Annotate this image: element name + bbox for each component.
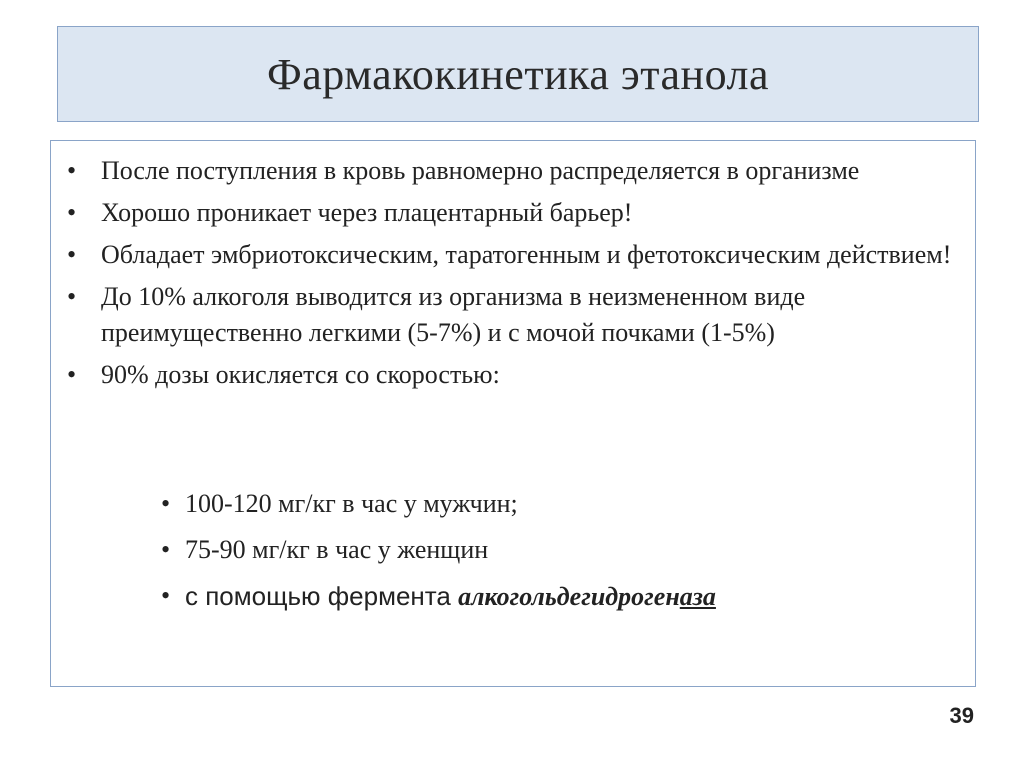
sub-bullet-item: • 75-90 мг/кг в час у женщин [161,532,955,568]
bullet-list [63,153,955,399]
enzyme-bullet-item [161,578,955,615]
bullet-item: • До 10% алкоголя выводится из организма в неизмененном виде преимущественно легкими (5-7%) и с мочой почками (1-5%) [63,279,955,351]
bullet-item: • После поступления в кровь равномерно распределяется в организме [63,153,955,189]
enzyme-name: алкогольдегидроген [458,582,680,611]
enzyme-suffix: аза [679,582,716,611]
title-box [57,26,979,122]
enzyme-prefix: с помощью фермента [185,581,459,611]
bullet-item: • Хорошо проникает через плацентарный барьер! [63,195,955,231]
bullet-item: • 90% дозы окисляется со скоростью: [63,357,955,393]
bullet-item: • Обладает эмбриотоксическим, таратогенным и фетотоксическим действием! [63,237,955,273]
content-box [50,140,976,687]
sub-bullet-list [161,486,955,625]
slide-title: Фармакокинетика этанола [267,49,769,99]
sub-bullet-item: • 100-120 мг/кг в час у мужчин; [161,486,955,522]
page-number: 39 [949,703,974,728]
